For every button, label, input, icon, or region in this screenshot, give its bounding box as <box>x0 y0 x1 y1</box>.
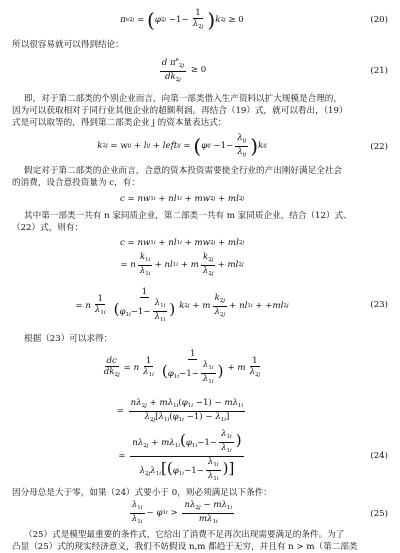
paragraph-text: （22）式，则有： <box>12 223 84 233</box>
paragraph-text: 其中第一部类一共有 n 家同质企业，第二部类一共有 m 家同质企业，结合（12）式、 <box>24 211 352 221</box>
equation-22: k 2j = w ij + l ij + left ij = ( φ ij −1− $\frac{\lambda_{ij}}{\lambda_{ij}}$ ) k ij <box>97 132 267 158</box>
paragraph-text: 凸显（25）式的现实经济意义，我们不妨假设 n,m 都趋于无穷，并且有 n > m（第二部类 <box>12 542 358 552</box>
paragraph-text: 所以很容易就可以得到结论： <box>12 40 124 50</box>
equation-number-20: (20) <box>370 15 388 25</box>
equation-24-line2: = $\frac{n\lambda_{2j} + m\lambda_{1i}(\varphi_{1i} -1) - m\lambda_{1i}}{\lambda_{2j}[\lambda_{1i}(\varphi_{1i} -1) - \lambda_{1i}]}$ <box>116 397 244 423</box>
paragraph-text: 即，对于第二部类的个别企业而言，向第一部类借入生产资料以扩大规模是合理的， <box>24 94 342 104</box>
paragraph-text: （25）式是模型最重要的条件式，它给出了消费不足再次出现需要满足的条件。为了 <box>24 530 345 540</box>
equation-20: π e 2j = ( φ 2j −1− $\frac{1}{\lambda_{2j}}$ ) k 2j ≥ 0 <box>120 8 244 32</box>
paragraph-text: 根据（23）可以求得： <box>24 334 113 344</box>
paragraph-text: 假定对于第二部类的企业而言，合意的资本投资需要使全行业的产出刚好满足全社会 <box>24 166 342 176</box>
equation-25: $\frac{\lambda_{1i}}{\lambda_{1i}}$ − φ 1i > $\frac{n\lambda_{2j} - m\lambda_{1i}}{m\lambda_{1i}}$ <box>131 499 233 525</box>
equation-21: $\frac{d \pi^e_{2j}}{dk_{2j}}$ ≥ 0 <box>161 57 207 83</box>
paragraph-text: 式是可以取等的，得到第二部类企业 j 的资本量表达式： <box>12 118 227 128</box>
equation-24-line1: $\frac{dc}{dk_{2j}}$ = n $\frac{1}{\lambda_{1i}}$ 1 ($\varphi_{1i}-1-$ $\frac{\lambda_{1i}}{\lambda_{1i}}$ ) + m $\frac{1}{\lambda_{2j}}$ <box>103 349 261 385</box>
equation-number-22: (22) <box>370 142 388 152</box>
equation-number-25: (25) <box>370 509 388 519</box>
equation-24-line3: = $n\lambda_{2j} + m\lambda_{1i}(\varphi_{1i}-1-$ $\frac{\lambda_{1i}}{\lambda_{1i}}$ ) $\lambda_{2j}\lambda_{1i}[(\varphi_{1i}-1-$ $\frac{\lambda_{1i}}{\lambda_{1i}}$ )] <box>118 428 242 482</box>
equation-number-24: (24) <box>370 451 388 461</box>
paragraph-text: 的消费，设合意投资量为 c，有： <box>12 178 140 188</box>
paragraph-text: 因分母总是大于零，如果（24）式要小于 0，则必须满足以下条件： <box>12 488 272 498</box>
paragraph-text: 因为可以获取相对于同行业其他企业的超额利润。再结合（19）式，就可以看出，（19） <box>12 106 348 116</box>
equation-23-line1: c = nw 1i + nl 1i + mw 2j + ml 2j <box>119 238 245 248</box>
equation-consumption: c = nw 1i + nl 1i + mw 2j + ml 2j <box>119 194 245 204</box>
equation-23-line3: = n $\frac{1}{\lambda_{1i}}$ 1 ($\varphi_{1i}-1-$ $\frac{\lambda_{1i}}{\lambda_{1i}}$ ) k 2j + m $\frac{k_{2j}}{\lambda_{2j}}$ + nl 1i + + ml 2j <box>75 287 289 323</box>
equation-23-line2: = n $\frac{k_{1i}}{\lambda_{1i}}$ + nl 1i + m $\frac{k_{2j}}{\lambda_{2j}}$ + ml 2j <box>120 251 244 277</box>
equation-number-23: (23) <box>370 300 388 310</box>
equation-number-21: (21) <box>370 66 388 76</box>
